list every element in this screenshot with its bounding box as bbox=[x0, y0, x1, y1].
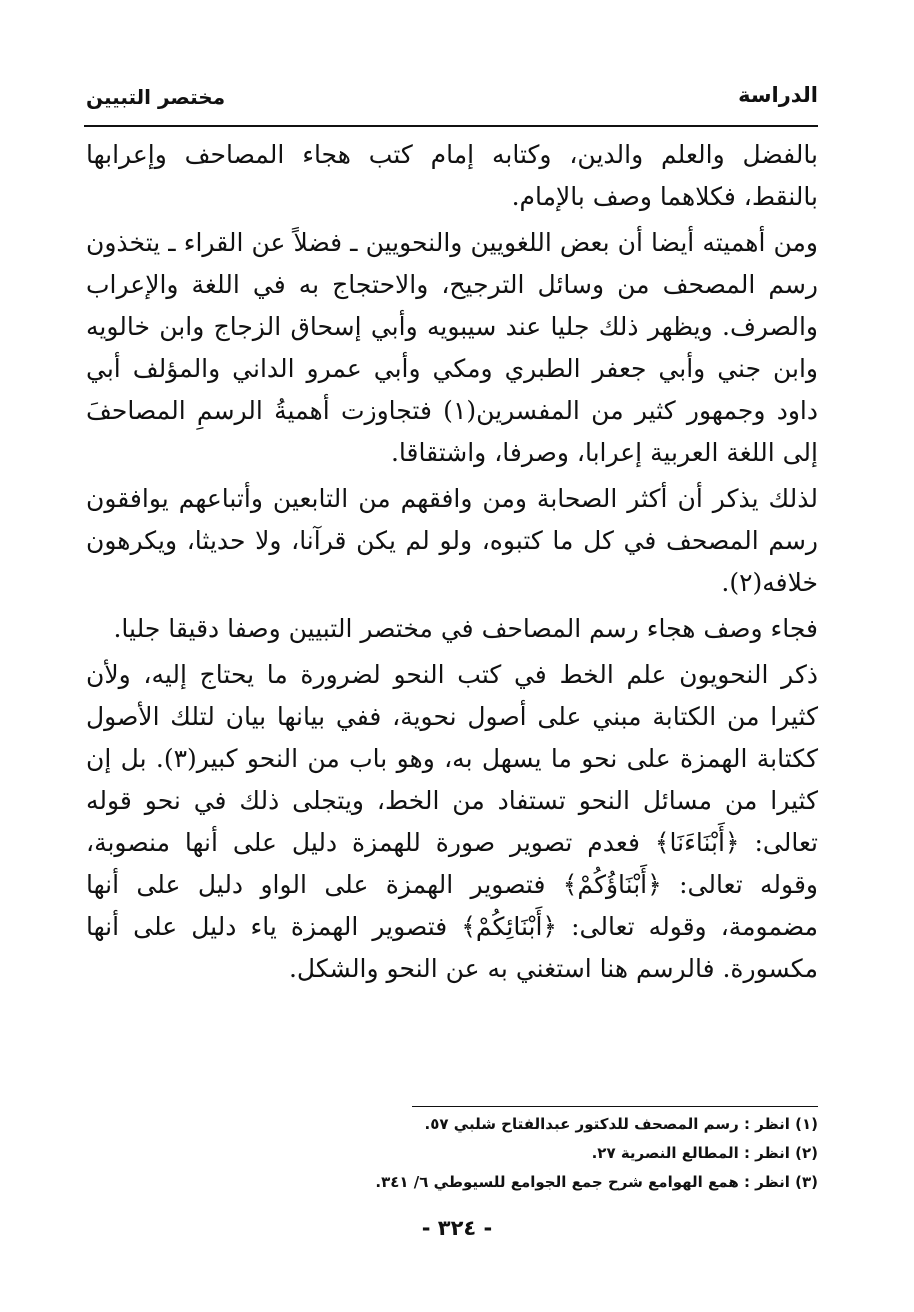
footnote-3: (٣) انظر : همع الهوامع شرح جمع الجوامع للسيوطي ٦/ ٣٤١. bbox=[375, 1173, 818, 1191]
footnote-divider bbox=[412, 1106, 818, 1107]
paragraph-4: فجاء وصف هجاء رسم المصاحف في مختصر التبيين وصفا دقيقا جليا. bbox=[113, 614, 818, 643]
footnote-1: (١) انظر : رسم المصحف للدكتور عبدالفتاح شلبي ٥٧. bbox=[424, 1115, 818, 1133]
paragraph-5: ذكر النحويون علم الخط في كتب النحو لضرورة ما يحتاج إليه، ولأن كثيرا من الكتابة مبني على أصول نحوية، ففي بيانها بيان لتلك الأصول ككتابة الهمزة على نحو ما يسهل به، وهو باب من النحو كبير(٣). بل إن كثيرا من مسائل النحو تستفاد من الخط، ويتجلى ذلك في نحو قوله تعالى: ﴿أَبْنَاءَنَا﴾ فعدم تصوير صورة للهمزة دليل على أنها منصوبة، وقوله تعالى: ﴿أَبْنَاؤُكُمْ﴾ فتصوير الهمزة على الواو دليل على أنها مضمومة، وقوله تعالى: ﴿أَبْنَائِكُمْ﴾ فتصوير الهمزة ياء دليل على أنها مكسورة. فالرسم هنا استغني به عن النحو والشكل. bbox=[86, 660, 818, 983]
section-title: الدراسة bbox=[738, 83, 818, 107]
main-text bbox=[86, 134, 818, 994]
book-title: مختصر التبيين bbox=[86, 85, 226, 109]
paragraph-3: لذلك يذكر أن أكثر الصحابة ومن وافقهم من التابعين وأتباعهم يوافقون رسم المصحف في كل ما كتبوه، ولو لم يكن قرآنا، ولا حديثا، ويكرهون خلافه(٢). bbox=[86, 484, 818, 597]
footnotes bbox=[86, 1110, 818, 1197]
paragraph-2: ومن أهميته أيضا أن بعض اللغويين والنحويين ـ فضلاً عن القراء ـ يتخذون رسم المصحف من وسائل الترجيح، والاحتجاج به في اللغة والإعراب والصرف. ويظهر ذلك جليا عند سيبويه وأبي إسحاق الزجاج وابن خالويه وابن جني وأبي جعفر الطبري ومكي وأبي عمرو الداني والمؤلف أبي داود وجمهور كثير من المفسرين(١) فتجاوزت أهميةُ الرسمِ المصاحفَ إلى اللغة العربية إعرابا، وصرفا، واشتقاقا. bbox=[86, 228, 818, 467]
footnote-2: (٢) انظر : المطالع النصرية ٢٧. bbox=[591, 1144, 818, 1162]
header-divider bbox=[84, 125, 818, 127]
page-number: - ٣٢٤ - bbox=[421, 1216, 493, 1240]
paragraph-1: بالفضل والعلم والدين، وكتابه إمام كتب هجاء المصاحف وإعرابها بالنقط، فكلاهما وصف بالإمام. bbox=[86, 140, 818, 211]
